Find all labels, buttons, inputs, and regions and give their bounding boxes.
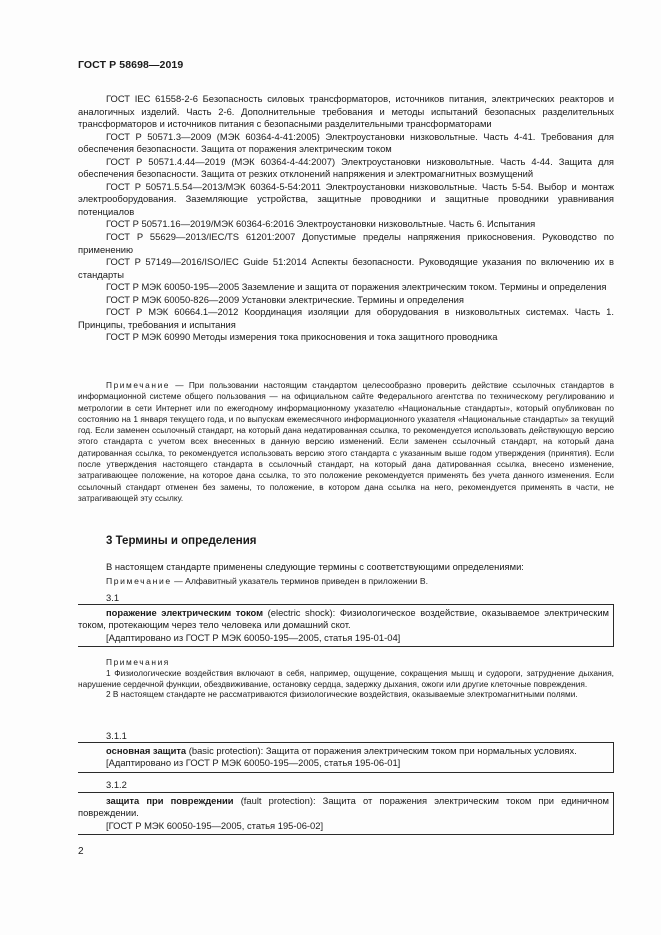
term-definition-box (78, 792, 614, 835)
note-item: 2 В настоящем стандарте не рассматриваются физиологические воздействия, оказываемые электромагнитными полями. (106, 689, 578, 700)
reference-item: ГОСТ Р 50571.16—2019/МЭК 60364-6:2016 Электроустановки низковольтные. Часть 6. Испытания (106, 218, 536, 230)
section-title: 3 Термины и определения (106, 535, 257, 547)
term-definition: : Защита от поражения электрическим током при единичном повреждении. (78, 795, 609, 819)
term-definition: : Физиологическое воздействие, оказываемое электрическим током, протекающим через тело человека или домашний скот. (78, 607, 610, 631)
intro-text: В настоящем стандарте применены следующие термины с соответствующими определениями: (106, 561, 524, 572)
term-english: (electric shock) (263, 607, 333, 618)
term-name: защита при повреждении (106, 795, 234, 806)
reference-item: ГОСТ Р МЭК 60050-826—2009 Установки электрические. Термины и определения (106, 293, 464, 305)
notes-label: Примечания (106, 657, 170, 667)
reference-item: ГОСТ Р 57149—2016/ISO/IEC Guide 51:2014 Аспекты безопасности. Руководящие указания по включению их в стандарты (78, 256, 614, 280)
reference-item: ГОСТ Р МЭК 60990 Методы измерения тока прикосновения и тока защитного проводника (106, 331, 498, 343)
term-english: (fault protection) (233, 795, 313, 806)
intro-note-label: Примечание (106, 576, 172, 586)
reference-item: ГОСТ Р МЭК 60050-195—2005 Заземление и защита от поражения электрическим током. Термины и определения (106, 281, 607, 293)
reference-item: ГОСТ Р 50571.3—2009 (МЭК 60364-4-41:2005) Электроустановки низковольтные. Часть 4-41. Требования для обеспечения безопасности. Защита от поражения электрическим током (78, 130, 614, 155)
reference-item: ГОСТ IEC 61558-2-6 Безопасность силовых трансформаторов, источников питания, электрических реакторов и аналогичных изделий. Часть 2-6. Дополнительные требования и методы испытаний безопасных разделительных трансформаторов и источников питания с безопасными разделительными трансформаторами (78, 93, 614, 130)
term-number: 3.1.1 (106, 730, 127, 741)
reference-item: ГОСТ Р 50571.5.54—2013/МЭК 60364-5-54:2011 Электроустановки низковольтные. Часть 5-54. Выбор и монтаж электрооборудования. Заземляющие устройства, защитные проводники и защитные проводники уравнивания потенциалов (78, 180, 614, 217)
reference-item: ГОСТ Р МЭК 60664.1—2012 Координация изоляции для оборудования в низковольтных системах. Часть 1. Принципы, требования и испытания (78, 306, 614, 330)
normative-references (78, 93, 614, 344)
references-note (78, 380, 614, 504)
term-name: поражение электрическим током (106, 607, 264, 618)
term-english: (basic protection) (186, 745, 261, 756)
document-header: ГОСТ Р 58698—2019 (78, 59, 184, 71)
note-item: 1 Физиологические воздействия включают в себя, например, ощущение, сокращения мышц и судороги, затруднение дыхания, нарушение сердечной функции, обездвиживание, остановку сердца, задержку дыхания, ожоги или другие клеточные повреждения. (78, 667, 614, 689)
term-number: 3.1.2 (106, 779, 127, 790)
intro-note-text: — Алфавитный указатель терминов приведен в приложении В. (171, 576, 428, 586)
term-source: [Адаптировано из ГОСТ Р МЭК 60050-195—2005, статья 195-01-04] (106, 631, 401, 643)
section-intro (78, 560, 614, 588)
term-source: [ГОСТ Р МЭК 60050-195—2005, статья 195-06-02] (106, 819, 324, 831)
term-definition: : Защита от поражения электрическим током при нормальных условиях. (260, 745, 577, 756)
reference-item: ГОСТ Р 50571.4.44—2019 (МЭК 60364-4-44:2007) Электроустановки низковольтные. Часть 4-44. Защита для обеспечения безопасности. Защита от резких отклонений напряжения и электромагнитных возмущений (78, 155, 614, 180)
page-number: 2 (78, 846, 84, 857)
term-source: [Адаптировано из ГОСТ Р МЭК 60050-195—2005, статья 195-06-01] (106, 757, 401, 769)
term-number: 3.1 (106, 592, 120, 603)
term-definition-box (78, 742, 614, 773)
term-name: основная защита (106, 745, 187, 756)
note-text: — При пользовании настоящим стандартом целесообразно проверить действие ссылочных стандартов в информационной системе общего пользования — на официальном сайте Федерального агентства по техническому регулированию и метрологии в сети Интернет или по ежегодному информационному указателю «Национальные стандарты», который опубликован по состоянию на 1 января текущего года, и по выпускам ежемесячного информационного указателя «Национальные стандарты» за текущий год. Если заменен ссылочный стандарт, на который дана недатированная ссылка, то рекомендуется использовать действующую версию этого стандарта с учетом всех внесенных в данную версию изменений. Если заменен ссылочный стандарт, на который дана датированная ссылка, то рекомендуется использовать версию этого стандарта с указанным выше годом утверждения (принятия). Если после утверждения настоящего стандарта в ссылочный стандарт, на который дана датированная ссылка, внесено изменение, затрагивающее положение, на которое дана ссылка, то это положение рекомендуется применять без учета данного изменения. Если ссылочный стандарт отменен без замены, то положение, в котором дана ссылка на него, рекомендуется применять в части, не затрагивающей эту ссылку. (78, 380, 614, 503)
term-notes (78, 657, 614, 700)
term-definition-box (78, 604, 614, 647)
note-label: Примечание (106, 380, 171, 390)
reference-item: ГОСТ Р 55629—2013/IEC/TS 61201:2007 Допустимые пределы напряжения прикосновения. Руководство по применению (78, 231, 614, 255)
